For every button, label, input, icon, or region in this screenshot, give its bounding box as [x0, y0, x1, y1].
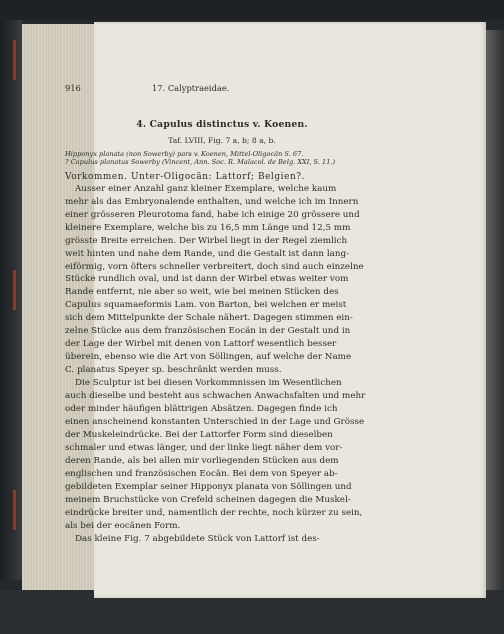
- text-line: Stücke rundlich oval, und ist dann der Wirbel etwas weiter vom: [65, 274, 349, 285]
- text-line: zelne Stücke aus dem französischen Eocän in der Gestalt und in: [65, 326, 351, 337]
- text-line: schmaler und etwas länger, und der linke liegt näher dem vor-: [65, 442, 343, 453]
- text-line: Ausser einer Anzahl ganz kleiner Exemplare, welche kaum: [75, 183, 337, 194]
- text-line: überein, ebenso wie die Art von Söllingen, auf welche der Name: [65, 352, 352, 363]
- text-line: der Muskeleindrücke. Bei der Lattorfer Form sind dieselben: [65, 429, 333, 440]
- text-line: grösste Breite erreichen. Der Wirbel liegt in der Regel ziemlich: [65, 235, 348, 246]
- paragraph-2: [65, 377, 379, 532]
- synonymy-line: Hipponyx planata (non Sowerby) pars v. Koenen, Mittel-Oligocän S. 67.: [65, 150, 304, 158]
- spine-mark: [13, 270, 16, 310]
- text-line: als bei der eocänen Form.: [65, 520, 181, 531]
- synonymy: [65, 150, 379, 167]
- text-line: eindrücke breiter und, namentlich der rechte, noch kürzer zu sein,: [65, 507, 363, 518]
- text-line: Capulus squamaeformis Lam. von Barton, bei welchen er meist: [65, 300, 347, 311]
- text-line: sich dem Mittelpunkte der Schale nähert. Dagegen stimmen ein-: [65, 313, 353, 324]
- page-number: 916: [65, 83, 81, 93]
- text-line: auch dieselbe und besteht aus schwachen Anwachsfalten und mehr: [65, 391, 366, 402]
- synonymy-line: ? Capulus planatus Sowerby (Vincent, Ann. Soc. R. Malacol. de Belg. XXI, S. 11.): [65, 158, 336, 167]
- text-line: C. planatus Speyer sp. beschränkt werden muss.: [65, 365, 282, 376]
- species-heading: 4. Capulus distinctus v. Koenen.: [136, 119, 308, 130]
- paragraph-3: [65, 533, 379, 546]
- text-line: weit hinten und nahe dem Rande, und die Gestalt ist dann lang-: [65, 248, 350, 259]
- text-line: mehr als das Embryonalende enthalten, und welche ich im Innern: [65, 196, 359, 207]
- page-content: [65, 83, 379, 546]
- text-line: Die Sculptur ist bei diesen Vorkommnissen im Wesentlichen: [75, 378, 342, 389]
- spine-mark: [13, 40, 16, 80]
- text-line: gebildeten Exemplar seiner Hipponyx planata von Söllingen und: [65, 481, 352, 492]
- text-line: Das kleine Fig. 7 abgebildete Stück von Lattorf ist des-: [75, 533, 320, 544]
- book-spine: [0, 20, 22, 580]
- text-line: deren Rande, als bei allen mir vorliegenden Stücken aus dem: [65, 455, 339, 466]
- text-line: einen anscheinend konstanten Unterschied in der Lage und Grösse: [65, 416, 365, 427]
- text-line: englischen und französischen Eocän. Bei dem von Speyer ab-: [65, 468, 338, 479]
- text-line: einer grösseren Pleurotoma fand, habe ich einige 20 grössere und: [65, 209, 360, 220]
- occurrence-line: Vorkommen. Unter-Oligocän: Lattorf; Belgien?.: [65, 171, 306, 182]
- paragraph-1: [65, 183, 379, 377]
- background: [0, 0, 504, 20]
- running-title: 17. Calyptraeidae.: [152, 83, 230, 93]
- text-line: oder minder häufigen blättrigen Absätzen. Dagegen finde ich: [65, 404, 338, 415]
- spine-mark: [13, 490, 16, 530]
- text-line: der Lage der Wirbel mit denen von Lattorf wesentlich besser: [65, 339, 337, 350]
- text-line: kleinere Exemplare, welche bis zu 16,5 mm Länge und 12,5 mm: [65, 222, 351, 233]
- running-header: [65, 83, 230, 97]
- text-line: Rande entfernt, nie aber so weit, wie bei meinen Stücken des: [65, 287, 339, 298]
- text-line: eiförmig, vorn öfters schneller verbreitert, doch sind auch einzelne: [65, 261, 364, 272]
- plate-reference: Taf. LVIII, Fig. 7 a, b; 8 a, b.: [168, 136, 276, 145]
- text-line: meinem Bruchstücke von Crefeld scheinen dagegen die Muskel-: [65, 494, 351, 505]
